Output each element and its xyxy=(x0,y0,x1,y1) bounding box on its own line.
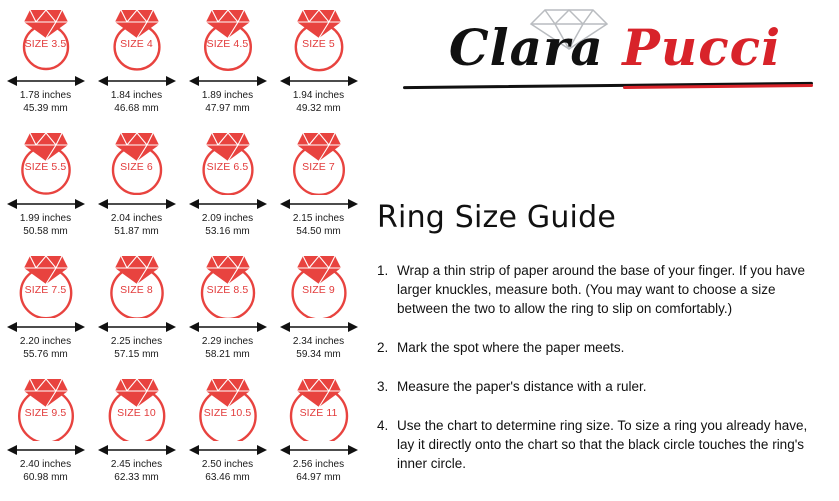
step-number: 2. xyxy=(377,340,389,355)
ring-illustration xyxy=(188,373,268,441)
ring-illustration xyxy=(279,250,359,318)
measurement-block xyxy=(293,459,344,484)
measure-arrow xyxy=(187,73,269,89)
double-arrow-icon xyxy=(96,196,178,212)
ring-size-label: SIZE 5 xyxy=(302,38,335,50)
ring-size-cell xyxy=(273,4,364,127)
ring-size-cell xyxy=(273,127,364,250)
ring-size-label: SIZE 4.5 xyxy=(206,38,249,50)
ring-illustration xyxy=(97,127,177,195)
measure-arrow xyxy=(187,442,269,458)
ring-illustration xyxy=(6,250,86,318)
measurement-mm: 50.58 mm xyxy=(23,225,68,237)
measurement-inches: 2.20 inches xyxy=(19,336,72,347)
measurement-block xyxy=(20,459,71,484)
measure-arrow xyxy=(278,319,360,335)
measurement-mm: 59.34 mm xyxy=(296,348,341,360)
measurement-inches: 2.40 inches xyxy=(19,459,72,470)
step-text: Mark the spot where the paper meets. xyxy=(397,340,625,355)
measurement-inches: 2.56 inches xyxy=(292,459,345,470)
measurement-inches: 2.25 inches xyxy=(110,336,163,347)
measurement-mm: 53.16 mm xyxy=(205,225,250,237)
brand-second-word: Pucci xyxy=(622,18,782,77)
measurement-inches: 2.50 inches xyxy=(201,459,254,470)
double-arrow-icon xyxy=(278,442,360,458)
chart-row xyxy=(0,373,365,496)
ring-size-cell xyxy=(182,250,273,373)
measurement-mm: 46.68 mm xyxy=(114,102,159,114)
step-number: 4. xyxy=(377,418,389,433)
step-number: 3. xyxy=(377,379,389,394)
measurement-mm: 47.97 mm xyxy=(205,102,250,114)
double-arrow-icon xyxy=(96,73,178,89)
ring-illustration xyxy=(188,4,268,72)
ring-size-label: SIZE 8.5 xyxy=(206,284,249,296)
chart-row xyxy=(0,250,365,373)
measurement-block xyxy=(202,459,253,484)
step-text: Measure the paper's distance with a ruler. xyxy=(397,379,647,394)
ring-size-cell xyxy=(182,4,273,127)
measure-arrow xyxy=(5,73,87,89)
measurement-block xyxy=(202,336,253,361)
measurement-mm: 62.33 mm xyxy=(114,471,159,483)
measurement-inches: 2.29 inches xyxy=(201,336,254,347)
measure-arrow xyxy=(96,196,178,212)
measurement-block xyxy=(202,213,253,238)
measurement-block xyxy=(20,336,71,361)
measure-arrow xyxy=(278,442,360,458)
measurement-inches: 1.94 inches xyxy=(292,90,345,101)
ring-size-label: SIZE 9 xyxy=(302,284,335,296)
measurement-mm: 60.98 mm xyxy=(23,471,68,483)
measurement-inches: 2.09 inches xyxy=(201,213,254,224)
measure-arrow xyxy=(187,196,269,212)
measurement-inches: 2.04 inches xyxy=(110,213,163,224)
guide-step xyxy=(377,416,817,473)
double-arrow-icon xyxy=(5,319,87,335)
measurement-mm: 57.15 mm xyxy=(114,348,159,360)
ring-size-label: SIZE 8 xyxy=(120,284,153,296)
measurement-inches: 1.99 inches xyxy=(19,213,72,224)
measure-arrow xyxy=(278,73,360,89)
measurement-block xyxy=(111,213,162,238)
measurement-block xyxy=(111,459,162,484)
double-arrow-icon xyxy=(187,319,269,335)
ring-illustration xyxy=(97,250,177,318)
measurement-mm: 45.39 mm xyxy=(23,102,68,114)
double-arrow-icon xyxy=(5,73,87,89)
ring-size-label: SIZE 9.5 xyxy=(24,407,67,419)
double-arrow-icon xyxy=(278,319,360,335)
ring-illustration xyxy=(6,373,86,441)
guide-panel xyxy=(365,0,839,501)
measurement-inches: 2.34 inches xyxy=(292,336,345,347)
guide-step xyxy=(377,261,817,318)
double-arrow-icon xyxy=(5,442,87,458)
ring-size-label: SIZE 10.5 xyxy=(203,407,252,419)
brand-logo xyxy=(375,0,821,108)
step-text: Use the chart to determine ring size. To size a ring you already have, lay it directly onto the chart so that the black circle touches the ring's inner circle. xyxy=(397,418,808,471)
double-arrow-icon xyxy=(96,442,178,458)
guide-steps xyxy=(377,261,817,473)
ring-size-label: SIZE 6.5 xyxy=(206,161,249,173)
ring-size-cell xyxy=(0,250,91,373)
ring-illustration xyxy=(97,4,177,72)
measurement-block xyxy=(20,90,71,115)
double-arrow-icon xyxy=(5,196,87,212)
measurement-inches: 2.45 inches xyxy=(110,459,163,470)
ring-size-cell xyxy=(91,4,182,127)
ring-size-label: SIZE 7.5 xyxy=(24,284,67,296)
measure-arrow xyxy=(5,196,87,212)
measurement-inches: 2.15 inches xyxy=(292,213,345,224)
ring-size-label: SIZE 10 xyxy=(117,407,156,419)
ring-size-cell xyxy=(0,373,91,496)
ring-size-label: SIZE 4 xyxy=(120,38,153,50)
measurement-mm: 55.76 mm xyxy=(23,348,68,360)
ring-size-cell xyxy=(273,373,364,496)
measurement-inches: 1.78 inches xyxy=(19,90,72,101)
double-arrow-icon xyxy=(96,319,178,335)
measurement-mm: 54.50 mm xyxy=(296,225,341,237)
measure-arrow xyxy=(96,73,178,89)
measurement-block xyxy=(111,90,162,115)
ring-size-chart xyxy=(0,0,365,501)
measurement-inches: 1.84 inches xyxy=(110,90,163,101)
measurement-mm: 58.21 mm xyxy=(205,348,250,360)
ring-size-cell xyxy=(91,250,182,373)
ring-size-label: SIZE 11 xyxy=(299,407,338,419)
double-arrow-icon xyxy=(187,442,269,458)
measurement-mm: 49.32 mm xyxy=(296,102,341,114)
ring-size-cell xyxy=(91,373,182,496)
ring-size-cell xyxy=(0,127,91,250)
measurement-inches: 1.89 inches xyxy=(201,90,254,101)
ring-size-label: SIZE 5.5 xyxy=(24,161,67,173)
measurement-block xyxy=(202,90,253,115)
chart-row xyxy=(0,4,365,127)
ring-illustration xyxy=(279,4,359,72)
measure-arrow xyxy=(5,319,87,335)
measure-arrow xyxy=(5,442,87,458)
chart-row xyxy=(0,127,365,250)
ring-size-label: SIZE 3.5 xyxy=(24,38,67,50)
ring-illustration xyxy=(6,4,86,72)
double-arrow-icon xyxy=(278,73,360,89)
ring-size-label: SIZE 7 xyxy=(302,161,335,173)
measurement-block xyxy=(293,90,344,115)
ring-illustration xyxy=(188,127,268,195)
double-arrow-icon xyxy=(187,196,269,212)
ring-size-cell xyxy=(182,127,273,250)
double-arrow-icon xyxy=(278,196,360,212)
ring-size-cell xyxy=(273,250,364,373)
step-text: Wrap a thin strip of paper around the base of your finger. If you have larger knuckles, measure both. (You may want to choose a size between the two to allow the ring to slip on comfortably.) xyxy=(397,263,805,316)
measurement-block xyxy=(20,213,71,238)
ring-illustration xyxy=(279,127,359,195)
measure-arrow xyxy=(96,442,178,458)
ring-size-cell xyxy=(91,127,182,250)
ring-illustration xyxy=(97,373,177,441)
guide-step xyxy=(377,338,817,357)
measurement-mm: 63.46 mm xyxy=(205,471,250,483)
measurement-block xyxy=(293,336,344,361)
ring-illustration xyxy=(279,373,359,441)
ring-illustration xyxy=(6,127,86,195)
ring-size-label: SIZE 6 xyxy=(120,161,153,173)
logo-underline-red xyxy=(623,84,813,89)
brand-first-word: Clara xyxy=(448,18,604,77)
measure-arrow xyxy=(278,196,360,212)
brand-wordmark xyxy=(385,18,839,77)
guide-step xyxy=(377,377,817,396)
ring-size-cell xyxy=(0,4,91,127)
measurement-mm: 51.87 mm xyxy=(114,225,159,237)
measurement-mm: 64.97 mm xyxy=(296,471,341,483)
measurement-block xyxy=(293,213,344,238)
ring-illustration xyxy=(188,250,268,318)
measurement-block xyxy=(111,336,162,361)
step-number: 1. xyxy=(377,263,389,278)
measure-arrow xyxy=(187,319,269,335)
page-title: Ring Size Guide xyxy=(377,200,616,235)
measure-arrow xyxy=(96,319,178,335)
ring-size-cell xyxy=(182,373,273,496)
double-arrow-icon xyxy=(187,73,269,89)
